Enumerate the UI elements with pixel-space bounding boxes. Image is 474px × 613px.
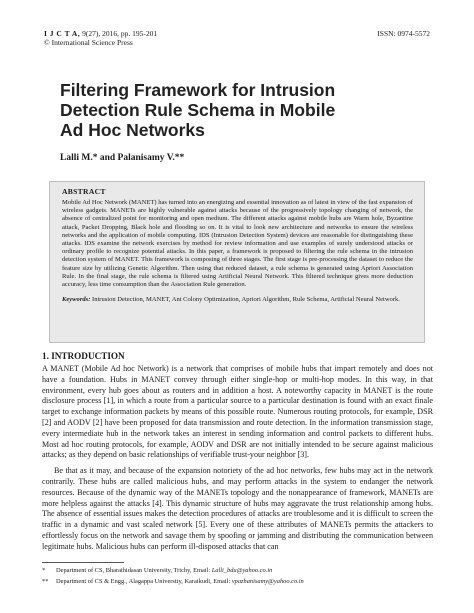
title-line: Detection Rule Schema in Mobile xyxy=(60,100,336,120)
issn: ISSN: 0974-5572 xyxy=(377,29,430,38)
keywords-label: Keywords: xyxy=(62,296,91,304)
journal-citation: 9(27), 2016, pp. 195-201 xyxy=(80,29,158,38)
publisher-line: © International Science Press xyxy=(44,38,133,47)
journal-header xyxy=(44,29,304,47)
journal-name: I J C T A, xyxy=(44,29,81,38)
paragraph: A MANET (Mobile Ad hoc Network) is a network that comprises of mobile hubs that impart remotely and does not have a foundation. Hubs in MANET convey through either single-hop or multi-hop modes. In this way, in that environment, every hub goes about as routers and in addition a host. A noteworthy capacity in MANET is the route disclosure process [1], in which a route from a particular source to a particular destination is found with an exact finale target to exchange information packets by means of this possible route. Numerous routing protocols, for example, DSR [2] and AODV [2] have been proposed for data transmission and route detection. In the information transmission stage, every intermediate hub in the network takes an interest in sending information and control packets to different hubs. Most ad hoc routing protocols, for example, AODV and DSR are not initially intended to be secure against malicious attacks; as they depend on basic relationships of verifiable trust-your neighbor [3]. xyxy=(42,364,433,460)
section-heading: 1. INTRODUCTION xyxy=(42,351,125,361)
paragraph: Be that as it may, and because of the expansion notoriety of the ad hoc networks, few hubs may act in the network contrarily. These hubs are called malicious hubs, and may perform attacks in the system to endanger the network resources. Because of the dynamic way of the MANETs topology and the nonappearance of framework, MANETs are more helpless against the attacks [4]. This dynamic structure of hubs may aggravate the trust relationship among hubs. The absence of essential issues makes the detection procedures of attacks are troublesome and it is difficult to screen the traffic in a dynamic and vast scaled network [5]. Every one of these attributes of MANETs permits the attackers to effortlessly focus on the network and savage them by spoofing or jamming and distributing the communication between legitimate hubs. Malicious hubs can perform ill-disposed attacks that can xyxy=(42,466,433,551)
footnote-email-label: Email: xyxy=(213,578,232,585)
authors: Lalli M.* and Palanisamy V.** xyxy=(60,153,185,163)
footnote-email[interactable]: vpazhanisamy@yahoo.co.in xyxy=(231,578,304,585)
title-line: Ad Hoc Networks xyxy=(60,120,205,140)
body-text xyxy=(42,364,433,558)
footnote-affiliation: Department of CS, Bharathidasan University, Trichy, xyxy=(56,567,194,574)
abstract-heading: ABSTRACT xyxy=(62,187,106,196)
footnote-email-label: Email: xyxy=(193,567,212,574)
footnote xyxy=(42,578,304,586)
footnote-mark: ** xyxy=(42,578,49,585)
abstract-text: Mobile Ad Hoc Network (MANET) has turned into an energizing and essential innovation as of latest in view of the fast expansion of wireless gadgets. MANETs are highly vulnerable against attacks because of the progressively topology changing of network, the absence of centralized point for monitoring and open medium. The different attacks against mobile hubs are Warm hole, Byzantine attack, Packet Dropping, Black hole and flooding so on. It is vital to look new architecture and networks to ensure the wireless networks and the application of mobile computing. IDS (Intrusion Detection System) devices are reasonable for distinguishing these attacks. IDS examine the network exercises by method for review information and use examples of surely understood attacks or ordinary profile to recognize potential attacks. In this paper, a framework is proposed to filtering the rule schema in the intrusion detection system of MANET. This framework is composing of three stages. The first stage is pre-processing the dataset to reduce the feature size by utilizing Genetic Algorithm. Then using that reduced dataset, a rule schema is generated using Apriori Association Rule. In the final stage, the rule schema is filtered using Artificial Neural Network. This filtered technique gives more deduction accuracy, less time consumption than the Association Rule generation. xyxy=(62,199,413,289)
keywords-list: Intrusion Detection, MANET, Ant Colony Optimization, Apriori Algorithm, Rule Schema, Artificial Neural Network. xyxy=(90,296,400,304)
footnote-affiliation: Department of CS & Engg., Alagappa Universtiy, Karaikudi, xyxy=(56,578,214,585)
abstract-box xyxy=(49,181,425,343)
title-line: Filtering Framework for Intrusion xyxy=(60,80,336,100)
footnote-mark: * xyxy=(42,567,46,574)
footnote-email[interactable]: Lalli_bdu@yahoo.co.in xyxy=(211,567,273,574)
footnote-divider xyxy=(42,562,124,563)
keywords xyxy=(62,296,413,304)
paper-title xyxy=(60,80,380,140)
footnote xyxy=(42,567,272,575)
